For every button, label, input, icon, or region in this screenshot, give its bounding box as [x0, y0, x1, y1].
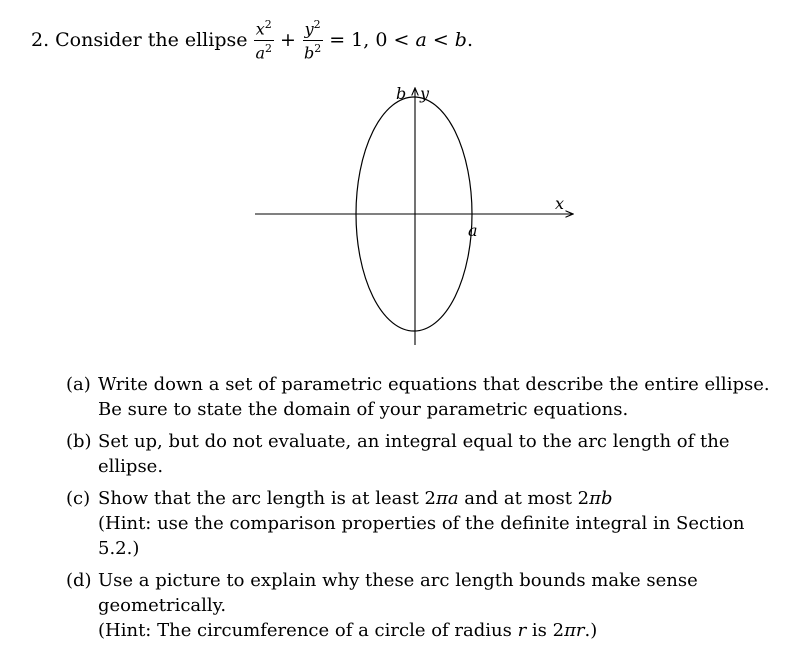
fraction-y-over-b: $\frac{y^2}{b^2}$ — [303, 18, 322, 62]
label-x: x — [555, 194, 565, 213]
part-d-hint: (Hint: The circumference of a circle of radius r is 2πr.) — [98, 620, 598, 641]
label-y: y — [420, 85, 430, 103]
problem-parts — [66, 372, 786, 650]
ellipse-figure — [250, 85, 580, 350]
label-a: a — [468, 221, 478, 240]
plus-sign: + — [280, 29, 296, 51]
part-c: (c) Show that the arc length is at least 2πa and at most 2πb (Hint: use the comparison properties of the definite integral in Section 5.2.) — [66, 486, 786, 561]
label-b: b — [396, 85, 407, 103]
part-d: (d) Use a picture to explain why these arc length bounds make sense geometrically. (Hint: The circumference of a circle of radius r is 2πr.) — [66, 568, 786, 643]
part-b: (b) Set up, but do not evaluate, an integral equal to the arc length of the ellipse. — [66, 431, 730, 477]
equation-tail: = 1, 0 < a < b. — [329, 29, 474, 51]
fraction-x-over-a: $\frac{x^2}{a^2}$ — [255, 18, 273, 62]
part-c-hint: (Hint: use the comparison properties of the definite integral in Section 5.2.) — [98, 513, 745, 559]
problem-lead: Consider the ellipse — [55, 29, 248, 51]
part-a: (a) Write down a set of parametric equations that describe the entire ellipse. Be sure to state the domain of your parametric equations. — [66, 374, 770, 420]
problem-number: 2. — [31, 29, 50, 51]
problem-statement — [31, 14, 473, 66]
